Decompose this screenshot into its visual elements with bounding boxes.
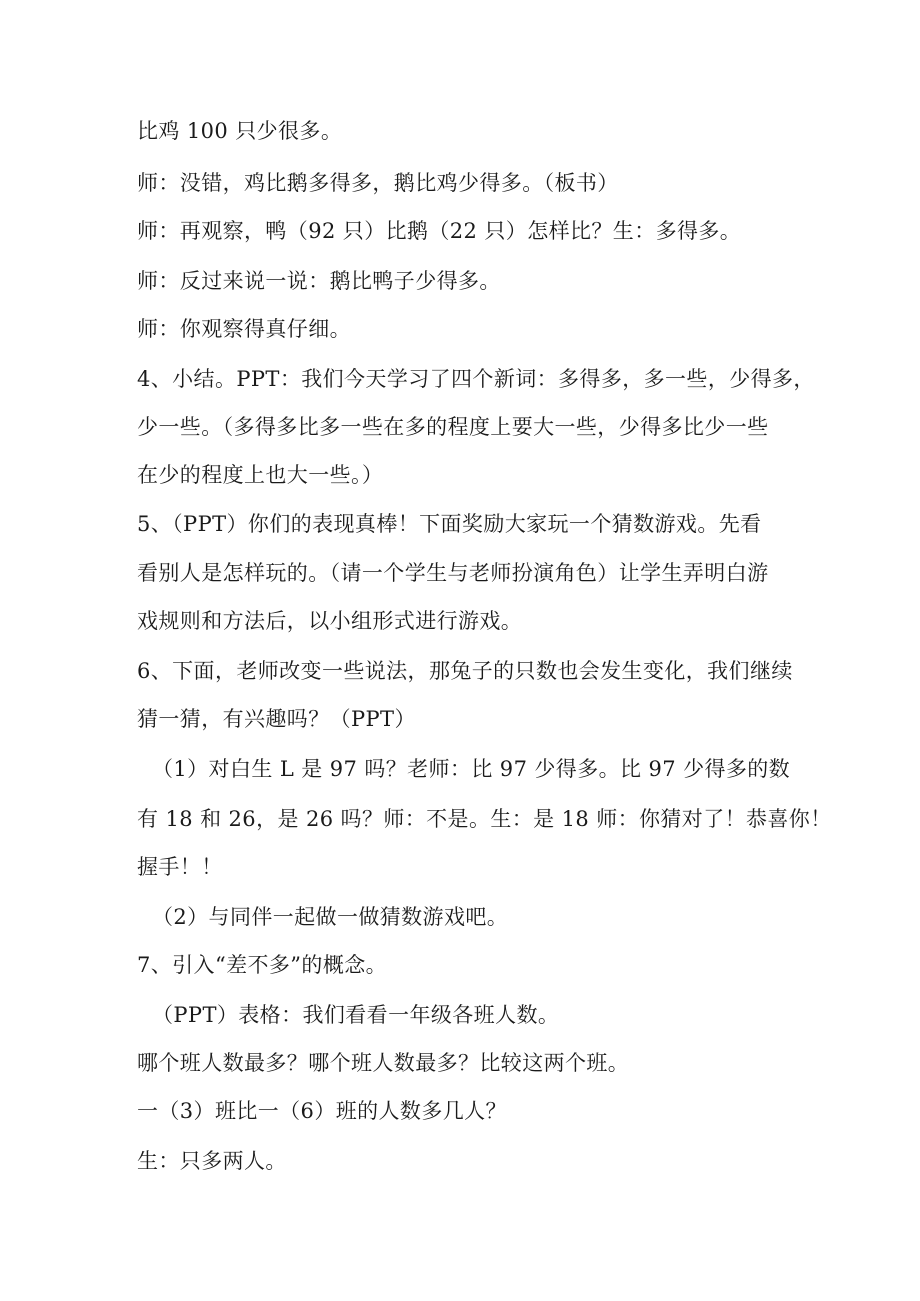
text-line: 少一些。（多得多比多一些在多的程度上要大一些，少得多比少一些 bbox=[137, 415, 769, 439]
text-line: 生：只多两人。 bbox=[137, 1149, 287, 1173]
text-line: 握手！！ bbox=[137, 855, 223, 879]
text-line: 哪个班人数最多？哪个班人数最多？比较这两个班。 bbox=[137, 1051, 630, 1075]
text-line: 猜一猜，有兴趣吗？（PPT） bbox=[137, 707, 416, 731]
text-line: （2）与同伴一起做一做猜数游戏吧。 bbox=[152, 905, 509, 929]
text-line: （PPT）表格：我们看看一年级各班人数。 bbox=[152, 1003, 560, 1027]
text-line: 一（3）班比一（6）班的人数多几人？ bbox=[137, 1099, 507, 1123]
text-line: 师：你观察得真仔细。 bbox=[137, 317, 351, 341]
text-line: （1）对白生 L 是 97 吗？老师：比 97 少得多。比 97 少得多的数 bbox=[152, 757, 791, 781]
text-line: 比鸡 100 只少很多。 bbox=[137, 119, 343, 143]
text-line: 4、小结。PPT：我们今天学习了四个新词：多得多，多一些，少得多， bbox=[137, 367, 815, 391]
text-line: 有 18 和 26，是 26 吗？师：不是。生：是 18 师：你猜对了！恭喜你！ bbox=[137, 807, 832, 831]
text-line: 师：没错，鸡比鹅多得多，鹅比鸡少得多。（板书） bbox=[137, 171, 619, 195]
text-line: 在少的程度上也大一些。） bbox=[137, 463, 384, 487]
text-line: 看别人是怎样玩的。（请一个学生与老师扮演角色）让学生弄明白游 bbox=[137, 561, 769, 585]
text-line: 师：反过来说一说：鹅比鸭子少得多。 bbox=[137, 269, 501, 293]
text-line: 5、（PPT）你们的表现真棒！下面奖励大家玩一个猜数游戏。先看 bbox=[137, 512, 762, 536]
text-line: 师：再观察，鸭（92 只）比鹅（22 只）怎样比？生：多得多。 bbox=[137, 219, 742, 243]
text-line: 7、引入“差不多”的概念。 bbox=[137, 953, 388, 977]
text-line: 6、下面，老师改变一些说法，那兔子的只数也会发生变化，我们继续 bbox=[137, 659, 793, 683]
text-line: 戏规则和方法后，以小组形式进行游戏。 bbox=[137, 609, 523, 633]
